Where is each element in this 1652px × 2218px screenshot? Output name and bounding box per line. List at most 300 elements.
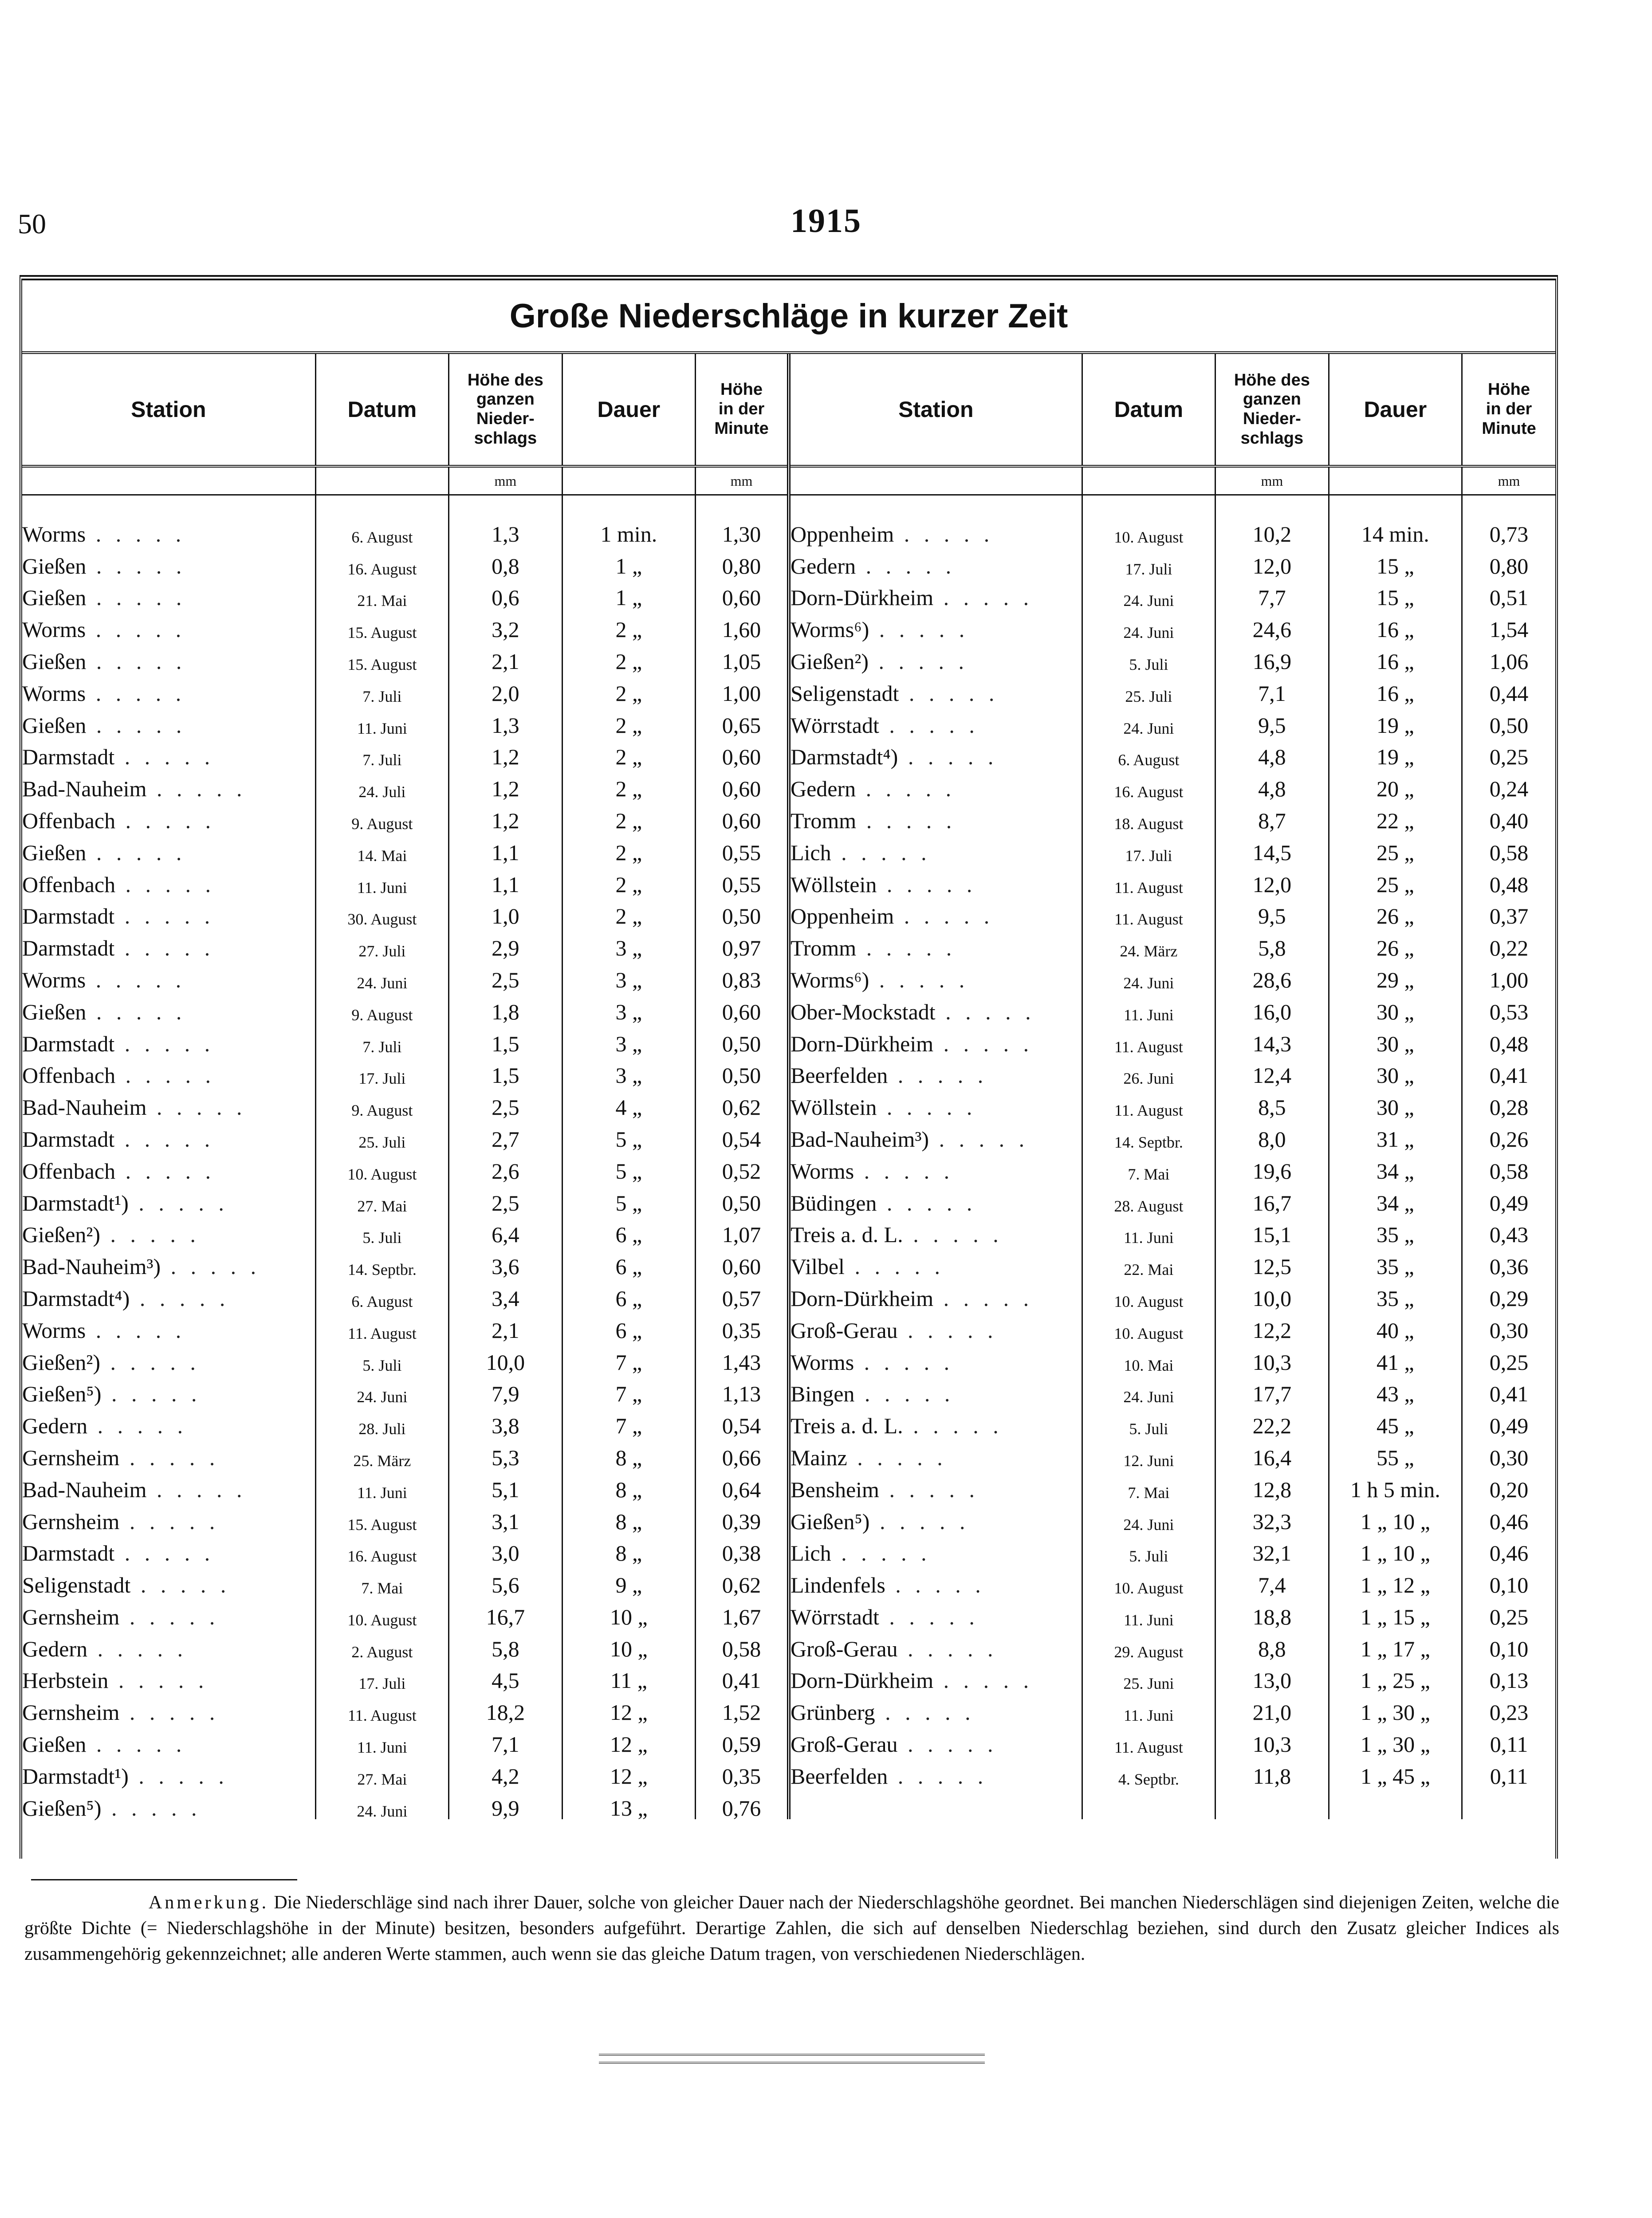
right-hoehe: 16,9	[1252, 649, 1292, 674]
left-minute: 0,54	[722, 1126, 761, 1152]
left-station-cell	[22, 1086, 315, 1118]
leader-dots: . . . . .	[100, 1349, 201, 1375]
left-datum: 15. August	[347, 624, 417, 642]
right-hoehe: 10,3	[1252, 1349, 1292, 1375]
right-datum: 18. August	[1114, 814, 1184, 833]
right-hoehe: 11,8	[1253, 1763, 1291, 1789]
right-dauer: 1 „ 10 „	[1360, 1509, 1430, 1534]
left-hoehe: 16,7	[486, 1604, 525, 1629]
right-hoehe-cell	[1215, 1373, 1329, 1405]
leader-dots: . . . . .	[101, 1381, 201, 1407]
right-hoehe-cell	[1215, 768, 1329, 800]
right-minute-cell	[1462, 1023, 1555, 1055]
left-minute-cell	[696, 1596, 789, 1628]
left-hoehe-cell	[449, 1723, 562, 1755]
left-minute-cell	[696, 1564, 789, 1596]
left-datum-cell	[315, 1023, 449, 1055]
left-minute: 1,52	[722, 1700, 761, 1725]
left-dauer-cell	[562, 1437, 696, 1469]
right-datum-cell	[1082, 927, 1215, 959]
right-station-cell	[789, 991, 1082, 1023]
table-row	[22, 768, 1555, 800]
left-station-cell	[22, 832, 315, 864]
right-hoehe: 9,5	[1258, 712, 1286, 738]
right-hoehe-cell	[1215, 1278, 1329, 1310]
leader-dots: . . . . .	[854, 1158, 954, 1184]
right-hoehe-cell	[1215, 1564, 1329, 1596]
right-minute: 0,58	[1489, 840, 1529, 865]
right-minute: 1,54	[1489, 617, 1529, 642]
unit-row	[22, 466, 1555, 495]
right-minute: 0,49	[1489, 1413, 1529, 1439]
left-station-cell	[22, 1437, 315, 1469]
right-hoehe: 4,8	[1258, 744, 1286, 770]
annotation	[24, 1890, 1559, 1967]
right-minute-cell	[1462, 768, 1555, 800]
right-datum: 5. Juli	[1129, 655, 1168, 673]
left-minute: 0,54	[722, 1413, 761, 1439]
left-station-cell	[22, 1055, 315, 1087]
left-dauer-cell	[562, 1596, 696, 1628]
left-dauer-cell	[562, 672, 696, 704]
col-minute-line: in der	[1486, 400, 1532, 419]
left-station: Seligenstadt	[22, 1573, 131, 1598]
table-row	[22, 1564, 1555, 1596]
left-station: Gießen⁵)	[22, 1381, 102, 1407]
table-row	[22, 1214, 1555, 1246]
right-hoehe-cell	[1215, 1660, 1329, 1692]
left-datum: 14. Septbr.	[347, 1261, 417, 1279]
right-minute-cell	[1462, 641, 1555, 672]
col-hoehe-line: ganzen	[1243, 390, 1301, 409]
right-hoehe: 7,1	[1258, 680, 1286, 706]
right-dauer-cell	[1329, 1469, 1462, 1501]
right-minute: 0,73	[1489, 521, 1529, 547]
leader-dots: . . . . .	[87, 1636, 188, 1661]
left-hoehe: 4,5	[492, 1668, 519, 1693]
left-datum-cell	[315, 1150, 449, 1182]
right-station-cell	[789, 1437, 1082, 1469]
left-dauer: 2 „	[615, 649, 642, 674]
left-minute: 0,35	[722, 1763, 761, 1789]
left-datum: 15. August	[347, 1515, 417, 1534]
left-dauer: 3 „	[615, 936, 642, 961]
leader-dots: . . . . .	[86, 1317, 186, 1343]
left-minute-cell	[696, 927, 789, 959]
unit-minute-left: mm	[730, 472, 753, 489]
right-datum-cell	[1082, 1341, 1215, 1373]
right-station-cell	[789, 1310, 1082, 1341]
left-minute-cell	[696, 672, 789, 704]
spacer-cell	[22, 495, 315, 514]
right-station-cell	[789, 1341, 1082, 1373]
right-hoehe: 12,8	[1252, 1477, 1292, 1502]
left-hoehe-cell	[449, 1150, 562, 1182]
left-minute: 0,83	[722, 967, 761, 992]
right-station-cell	[789, 768, 1082, 800]
right-hoehe: 4,8	[1258, 776, 1286, 802]
right-minute-cell	[1462, 1787, 1555, 1819]
leader-dots: . . . . .	[101, 1795, 201, 1821]
right-minute: 0,48	[1489, 1031, 1529, 1056]
right-hoehe: 14,3	[1252, 1031, 1292, 1056]
right-station-cell	[789, 609, 1082, 641]
leader-dots: . . . . .	[86, 840, 186, 865]
right-datum: 11. August	[1114, 1038, 1183, 1056]
right-dauer: 16 „	[1376, 617, 1414, 642]
right-station: Gießen²)	[790, 649, 869, 674]
right-station: Vilbel	[790, 1254, 845, 1279]
right-station: Oppenheim	[790, 904, 894, 929]
right-station-cell	[789, 896, 1082, 928]
leader-dots: . . . . .	[869, 617, 969, 642]
table-row	[22, 513, 1555, 545]
left-hoehe: 3,6	[492, 1254, 519, 1279]
right-dauer-cell	[1329, 991, 1462, 1023]
leader-dots: . . . . .	[856, 808, 956, 833]
leader-dots: . . . . .	[854, 1381, 955, 1407]
col-minute-right	[1462, 354, 1555, 466]
right-dauer-cell	[1329, 1755, 1462, 1787]
right-minute: 0,41	[1489, 1063, 1529, 1088]
left-hoehe: 5,8	[492, 1636, 519, 1661]
left-minute: 0,65	[722, 712, 761, 738]
right-minute: 0,49	[1489, 1190, 1529, 1215]
right-minute: 0,46	[1489, 1509, 1529, 1534]
leader-dots: . . . . .	[119, 1509, 220, 1534]
left-dauer-cell	[562, 1373, 696, 1405]
right-station-cell	[789, 1055, 1082, 1087]
right-station: Mainz	[790, 1445, 847, 1470]
right-datum: 24. Juni	[1123, 974, 1174, 992]
left-station-cell	[22, 1405, 315, 1437]
right-dauer-cell	[1329, 1310, 1462, 1341]
right-hoehe-cell	[1215, 1023, 1329, 1055]
left-hoehe-cell	[449, 1310, 562, 1341]
left-dauer-cell	[562, 959, 696, 991]
right-dauer-cell	[1329, 1373, 1462, 1405]
right-dauer: 14 min.	[1361, 521, 1429, 547]
left-dauer: 9 „	[615, 1573, 642, 1598]
right-datum-cell	[1082, 1533, 1215, 1565]
right-datum: 10. August	[1114, 528, 1184, 546]
left-minute: 0,60	[722, 585, 761, 610]
right-hoehe-cell	[1215, 1214, 1329, 1246]
left-station-cell	[22, 641, 315, 672]
leader-dots: . . . . .	[119, 1445, 220, 1470]
right-station-cell	[789, 1596, 1082, 1628]
left-station-cell	[22, 1596, 315, 1628]
right-minute: 0,13	[1489, 1668, 1529, 1693]
right-datum: 26. Juni	[1123, 1070, 1174, 1088]
right-station: Treis a. d. L.	[790, 1413, 903, 1439]
table-row	[22, 1691, 1555, 1723]
left-hoehe: 2,1	[492, 1317, 519, 1343]
left-dauer-cell	[562, 1533, 696, 1565]
right-minute-cell	[1462, 1723, 1555, 1755]
right-hoehe-cell	[1215, 1310, 1329, 1341]
right-datum-cell	[1082, 896, 1215, 928]
left-datum: 11. August	[348, 1324, 417, 1342]
left-minute: 0,60	[722, 808, 761, 833]
left-dauer: 2 „	[615, 904, 642, 929]
left-dauer: 7 „	[615, 1349, 642, 1375]
left-station-cell	[22, 1341, 315, 1373]
col-hoehe-right	[1215, 354, 1329, 466]
right-datum: 10. August	[1114, 1324, 1184, 1342]
left-station: Darmstadt	[22, 936, 115, 961]
table-row	[22, 1787, 1555, 1819]
left-datum-cell	[315, 545, 449, 577]
right-station-cell	[789, 1118, 1082, 1150]
right-dauer-cell	[1329, 1660, 1462, 1692]
right-dauer-cell	[1329, 704, 1462, 736]
left-hoehe: 5,3	[492, 1445, 519, 1470]
table-row	[22, 1310, 1555, 1341]
right-hoehe-cell	[1215, 1691, 1329, 1723]
leader-dots: . . . . .	[130, 1286, 230, 1311]
col-hoehe-line: Nieder-	[1243, 409, 1301, 428]
right-dauer-cell	[1329, 959, 1462, 991]
table-row	[22, 1533, 1555, 1565]
left-datum: 28. Juli	[358, 1420, 406, 1438]
leader-dots: . . . . .	[86, 967, 186, 992]
right-hoehe-cell	[1215, 641, 1329, 672]
right-hoehe-cell	[1215, 1501, 1329, 1533]
right-dauer: 19 „	[1376, 744, 1414, 770]
leader-dots: . . . . .	[146, 1095, 247, 1120]
right-datum: 5. Juli	[1129, 1547, 1168, 1565]
left-datum-cell	[315, 736, 449, 768]
right-datum: 6. August	[1118, 751, 1180, 769]
table-row	[22, 1023, 1555, 1055]
right-dauer-cell	[1329, 927, 1462, 959]
right-minute-cell	[1462, 672, 1555, 704]
leader-dots: . . . . .	[130, 1573, 231, 1598]
right-datum: 16. August	[1114, 783, 1184, 801]
left-dauer-cell	[562, 513, 696, 545]
leader-dots: . . . . .	[161, 1254, 261, 1279]
left-minute-cell	[696, 832, 789, 864]
right-hoehe-cell	[1215, 1182, 1329, 1214]
right-station-cell	[789, 1086, 1082, 1118]
right-hoehe: 9,5	[1258, 904, 1286, 929]
left-station-cell	[22, 1214, 315, 1246]
table-row	[22, 1278, 1555, 1310]
right-minute-cell	[1462, 1182, 1555, 1214]
left-minute: 0,50	[722, 1031, 761, 1056]
col-minute-left	[696, 354, 789, 466]
right-dauer-cell	[1329, 736, 1462, 768]
left-station-cell	[22, 927, 315, 959]
left-minute: 0,55	[722, 840, 761, 865]
left-station-cell	[22, 736, 315, 768]
right-hoehe: 15,1	[1252, 1222, 1292, 1247]
left-hoehe-cell	[449, 1628, 562, 1660]
right-station-cell	[789, 1628, 1082, 1660]
table-row	[22, 1437, 1555, 1469]
left-hoehe-cell	[449, 1341, 562, 1373]
left-station-cell	[22, 800, 315, 832]
leader-dots: . . . . .	[146, 776, 247, 802]
right-station: Wöllstein	[790, 872, 877, 897]
right-dauer-cell	[1329, 641, 1462, 672]
table-row	[22, 1055, 1555, 1087]
left-datum-cell	[315, 1660, 449, 1692]
right-dauer-cell	[1329, 1150, 1462, 1182]
left-datum: 7. Juli	[362, 1038, 402, 1056]
col-datum-left: Datum	[315, 354, 449, 466]
left-station-cell	[22, 864, 315, 896]
right-hoehe: 10,3	[1252, 1732, 1292, 1757]
right-station: Groß-Gerau	[790, 1636, 898, 1661]
left-station-cell	[22, 1278, 315, 1310]
left-station: Darmstadt	[22, 1541, 115, 1566]
left-dauer: 2 „	[615, 712, 642, 738]
left-station-cell	[22, 1755, 315, 1787]
right-datum: 11. August	[1114, 878, 1183, 897]
col-minute-line: Minute	[714, 419, 769, 438]
left-hoehe: 7,9	[492, 1381, 519, 1407]
right-station: Lich	[790, 840, 831, 865]
left-datum: 17. Juli	[358, 1070, 406, 1088]
spacer-cell	[1329, 495, 1462, 514]
left-station: Herbstein	[22, 1668, 109, 1693]
left-dauer-cell	[562, 1660, 696, 1692]
right-station: Beerfelden	[790, 1763, 888, 1789]
left-minute-cell	[696, 1214, 789, 1246]
right-hoehe: 12,0	[1252, 553, 1292, 578]
left-minute-cell	[696, 1310, 789, 1341]
spacer-cell	[1082, 495, 1215, 514]
left-dauer-cell	[562, 1787, 696, 1819]
right-dauer: 30 „	[1376, 1031, 1414, 1056]
table-row	[22, 641, 1555, 672]
table-row	[22, 1501, 1555, 1533]
unit-hoehe-left: mm	[494, 472, 517, 489]
left-dauer: 6 „	[615, 1317, 642, 1343]
left-hoehe-cell	[449, 513, 562, 545]
spacer-cell	[449, 495, 562, 514]
left-minute: 1,00	[722, 680, 761, 706]
right-station-cell	[789, 1373, 1082, 1405]
left-station-cell	[22, 991, 315, 1023]
right-datum-cell	[1082, 1246, 1215, 1278]
left-datum: 11. Juni	[357, 1483, 407, 1502]
leader-dots: . . . . .	[933, 1668, 1034, 1693]
right-dauer: 1 „ 30 „	[1360, 1700, 1430, 1725]
right-minute: 0,24	[1489, 776, 1529, 802]
leader-dots: . . . . .	[935, 999, 1035, 1024]
right-minute: 0,11	[1490, 1763, 1528, 1789]
right-hoehe: 16,0	[1252, 999, 1292, 1024]
left-hoehe-cell	[449, 991, 562, 1023]
right-hoehe: 16,7	[1252, 1190, 1292, 1215]
right-dauer: 15 „	[1376, 585, 1414, 610]
right-minute-cell	[1462, 545, 1555, 577]
unit-cell	[1082, 466, 1215, 495]
col-datum-right: Datum	[1082, 354, 1215, 466]
left-datum: 25. März	[353, 1451, 411, 1470]
leader-dots: . . . . .	[108, 1668, 208, 1693]
left-datum-cell	[315, 800, 449, 832]
precipitation-table	[22, 354, 1555, 1819]
left-minute: 0,76	[722, 1795, 761, 1821]
right-hoehe: 5,8	[1258, 936, 1286, 961]
right-station: Wörrstadt	[790, 1604, 879, 1629]
left-dauer-cell	[562, 609, 696, 641]
right-hoehe: 8,7	[1258, 808, 1286, 833]
left-datum-cell	[315, 959, 449, 991]
right-station-cell	[789, 959, 1082, 991]
left-minute: 0,80	[722, 553, 761, 578]
left-dauer-cell	[562, 896, 696, 928]
left-datum-cell	[315, 1118, 449, 1150]
right-minute: 0,37	[1489, 904, 1529, 929]
left-datum-cell	[315, 1086, 449, 1118]
leader-dots: . . . . .	[869, 1509, 970, 1534]
leader-dots: . . . . .	[86, 585, 186, 610]
right-minute: 0,10	[1489, 1636, 1529, 1661]
right-hoehe-cell	[1215, 1118, 1329, 1150]
table-row	[22, 704, 1555, 736]
right-minute-cell	[1462, 959, 1555, 991]
right-hoehe-cell	[1215, 736, 1329, 768]
left-datum: 9. August	[351, 1101, 413, 1120]
table-row	[22, 1628, 1555, 1660]
left-dauer-cell	[562, 1055, 696, 1087]
right-datum-cell	[1082, 1278, 1215, 1310]
leader-dots: . . . . .	[86, 553, 186, 578]
right-station: Gedern	[790, 776, 856, 802]
left-station: Darmstadt⁴)	[22, 1286, 130, 1311]
left-dauer: 11 „	[610, 1668, 647, 1693]
right-datum: 7. Mai	[1128, 1165, 1170, 1183]
spacer-cell	[1462, 495, 1555, 514]
right-datum: 11. Juni	[1124, 1229, 1174, 1247]
leader-dots: . . . . .	[114, 1541, 215, 1566]
right-dauer: 41 „	[1376, 1349, 1414, 1375]
left-dauer: 2 „	[615, 744, 642, 770]
left-dauer-cell	[562, 800, 696, 832]
left-hoehe: 2,7	[492, 1126, 519, 1152]
leader-dots: . . . . .	[888, 1763, 988, 1789]
left-hoehe: 2,0	[492, 680, 519, 706]
right-station: Oppenheim	[790, 521, 894, 547]
left-dauer-cell	[562, 1150, 696, 1182]
right-dauer: 25 „	[1376, 840, 1414, 865]
right-hoehe: 24,6	[1252, 617, 1292, 642]
right-minute: 0,22	[1489, 936, 1529, 961]
right-datum-cell	[1082, 959, 1215, 991]
leader-dots: . . . . .	[86, 712, 186, 738]
right-datum-cell	[1082, 513, 1215, 545]
right-hoehe-cell	[1215, 896, 1329, 928]
left-dauer-cell	[562, 991, 696, 1023]
left-dauer: 3 „	[615, 1063, 642, 1088]
left-station: Gedern	[22, 1413, 88, 1439]
right-minute-cell	[1462, 513, 1555, 545]
left-minute: 0,64	[722, 1477, 761, 1502]
left-station: Gießen	[22, 585, 87, 610]
right-minute-cell	[1462, 1373, 1555, 1405]
left-hoehe-cell	[449, 1691, 562, 1723]
right-dauer-cell	[1329, 1691, 1462, 1723]
right-dauer: 1 h 5 min.	[1350, 1477, 1440, 1502]
leader-dots: . . . . .	[114, 1126, 215, 1152]
right-datum-cell	[1082, 672, 1215, 704]
right-dauer: 30 „	[1376, 999, 1414, 1024]
